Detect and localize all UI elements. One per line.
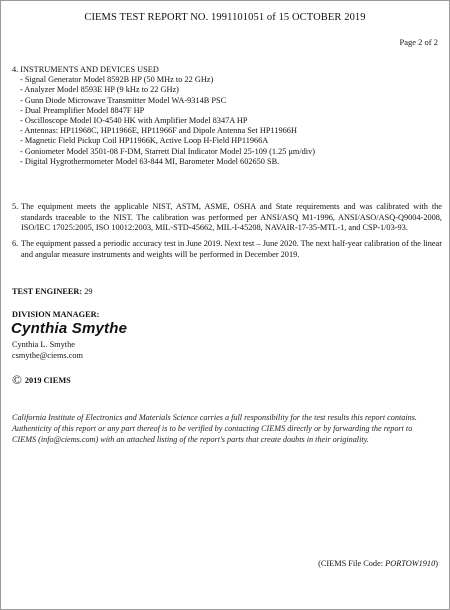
list-item: - Analyzer Model 8593E HP (9 kHz to 22 GHz): [20, 85, 179, 95]
section-heading: 4. INSTRUMENTS AND DEVICES USED: [12, 65, 159, 74]
file-code-prefix: (CIEMS File Code:: [318, 559, 386, 568]
division-manager-label: DIVISION MANAGER:: [12, 310, 100, 319]
section-accuracy-test: [12, 239, 442, 260]
copyright-text: 2019 CIEMS: [24, 376, 71, 385]
list-item: - Digital Hygrothermometer Model 63-844 MI, Barometer Model 602650 SB.: [20, 156, 280, 166]
section-compliance: [12, 202, 442, 234]
disclaimer: California Institute of Electronics and Materials Science carries a full responsibility for the test results this report contains. Authenticity of this report or any part thereof is to be verified by contacting CIEMS directly or by forwarding the report to CIEMS (info@ciems.com) with an attached listing of the report's parts that create doubts in their originality.: [12, 413, 417, 445]
section-text: The equipment passed a periodic accuracy test in June 2019. Next test – June 2020. The next half-year calibration of the linear and angular measure instruments and weights will be performed in December 2019.: [21, 239, 442, 259]
file-code: [318, 559, 438, 568]
test-engineer-value: 29: [84, 287, 93, 296]
copyright-icon: ©: [12, 372, 22, 387]
list-item: - Signal Generator Model 8592B HP (50 MHz to 22 GHz): [20, 75, 214, 85]
file-code-suffix: ): [435, 559, 438, 568]
manager-block: [12, 340, 83, 361]
list-item: - Antennas: HP11968C, HP11966E, HP11966F and Dipole Antenna Set HP11966H: [20, 126, 297, 136]
file-code-value: PORTOW1910: [385, 559, 436, 568]
test-engineer-label: TEST ENGINEER:: [12, 287, 83, 296]
report-title: CIEMS TEST REPORT NO. 1991101051 of 15 OCTOBER 2019: [84, 12, 366, 23]
list-item: - Magnetic Field Pickup Coil HP11966K, Active Loop H-Field HP11966A: [20, 136, 269, 146]
list-item: - Goniometer Model 3501-08 F-DM, Starrett Dial Indicator Model 25-109 (1.25 μm/div): [20, 146, 316, 156]
section-number: 6.: [12, 239, 19, 248]
list-item: - Gunn Diode Microwave Transmitter Model WA-9314B PSC: [20, 95, 227, 105]
page-number: Page 2 of 2: [399, 37, 438, 47]
section-instruments: [12, 65, 442, 167]
section-text: The equipment meets the applicable NIST, ASTM, ASME, OSHA and State requirements and was calibrated with the standards traceable to the NIST. The calibration was performed per ANSI/ASQ M1-1996, ANSI/ASO/ASQ-Q9004-2008, ISO/IEC 17025:2005, ISO 10012:2003, MIL-STD-45662, MIL-I-45208, NAVAIR-17-35-MTL-1, and CSP-1/03-93.: [21, 202, 442, 232]
section-number: 5.: [12, 202, 19, 211]
copyright: [12, 372, 71, 388]
manager-email: csmythe@ciems.com: [12, 350, 84, 360]
list-item: - Dual Preamplifier Model 8847F HP: [20, 105, 145, 115]
list-item: - Oscilloscope Model IO-4540 HK with Amplifier Model 8347A HP: [20, 116, 248, 126]
manager-name: Cynthia L. Smythe: [12, 340, 75, 349]
signature: Cynthia Smythe: [11, 320, 128, 337]
test-engineer: [12, 287, 93, 296]
